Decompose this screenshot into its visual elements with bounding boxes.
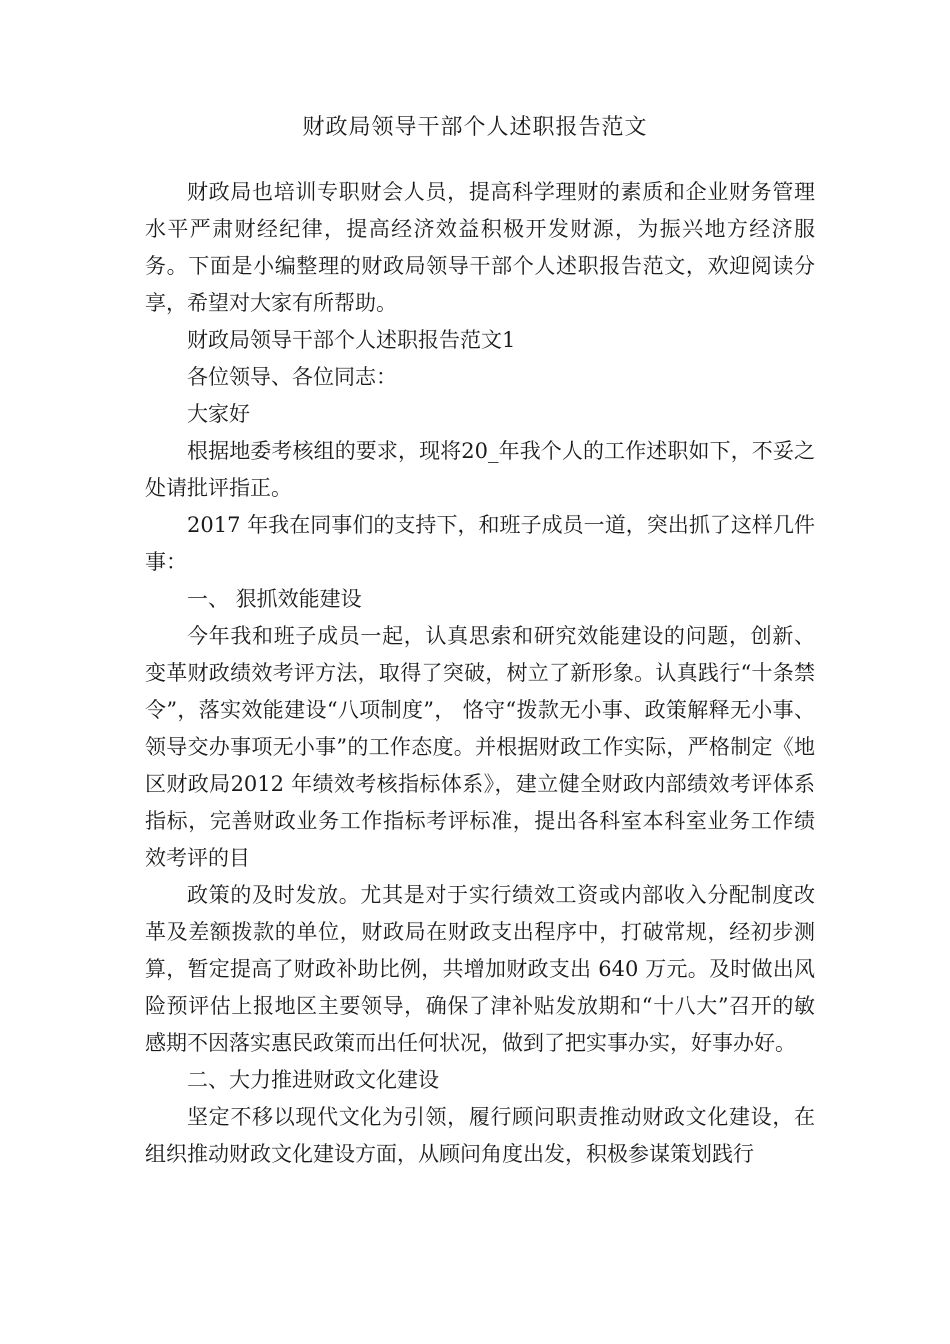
paragraph-policy: 政策的及时发放。尤其是对于实行绩效工资或内部收入分配制度改革及差额拨款的单位，财政局在财政支出程序中，打破常规，经初步测算，暂定提高了财政补助比例，共增加财政支出 640 万元。及时做出风险预评估上报地区主要领导，确保了津补贴发放期和“十八大”召开的敏感期不因落实惠民政策而出任何状况，做到了把实事办实，好事办好。 — [145, 883, 815, 1055]
paragraph-section-1: 今年我和班子成员一起，认真思索和研究效能建设的问题，创新、变革财政绩效考评方法，取得了突破，树立了新形象。认真践行“十条禁令”，落实效能建设“八项制度”， 恪守“拨款无小事、政策解释无小事、领导交办事项无小事”的工作态度。并根据财政工作实际，严格制定《地区财政局2012 年绩效考核指标体系》，建立健全财政内部绩效考评体系指标，完善财政业务工作指标考评标准，提出各科室本科室业务工作绩效考评的目 — [145, 624, 815, 870]
paragraph-subtitle: 财政局领导干部个人述职报告范文1 — [187, 328, 516, 352]
paragraph-preface: 根据地委考核组的要求，现将20_年我个人的工作述职如下，不妥之处请批评指正。 — [145, 439, 815, 500]
paragraph-salutation: 各位领导、各位同志： — [187, 365, 397, 389]
document-title: 财政局领导干部个人述职报告范文 — [302, 115, 648, 140]
paragraph-overview: 2017 年我在同事们的支持下，和班子成员一道，突出抓了这样几件事： — [145, 513, 815, 574]
document-body — [145, 174, 815, 1173]
section-heading-2: 二、大力推进财政文化建设 — [187, 1068, 439, 1092]
paragraph-intro: 财政局也培训专职财会人员，提高科学理财的素质和企业财务管理水平严肃财经纪律，提高经济效益积极开发财源，为振兴地方经济服务。下面是小编整理的财政局领导干部个人述职报告范文，欢迎阅读分享，希望对大家有所帮助。 — [145, 180, 815, 315]
paragraph-greeting: 大家好 — [187, 402, 250, 426]
section-heading-1: 一、 狠抓效能建设 — [187, 587, 362, 611]
paragraph-section-2: 坚定不移以现代文化为引领，履行顾问职责推动财政文化建设，在组织推动财政文化建设方面，从顾问角度出发，积极参谋策划践行 — [145, 1105, 815, 1166]
